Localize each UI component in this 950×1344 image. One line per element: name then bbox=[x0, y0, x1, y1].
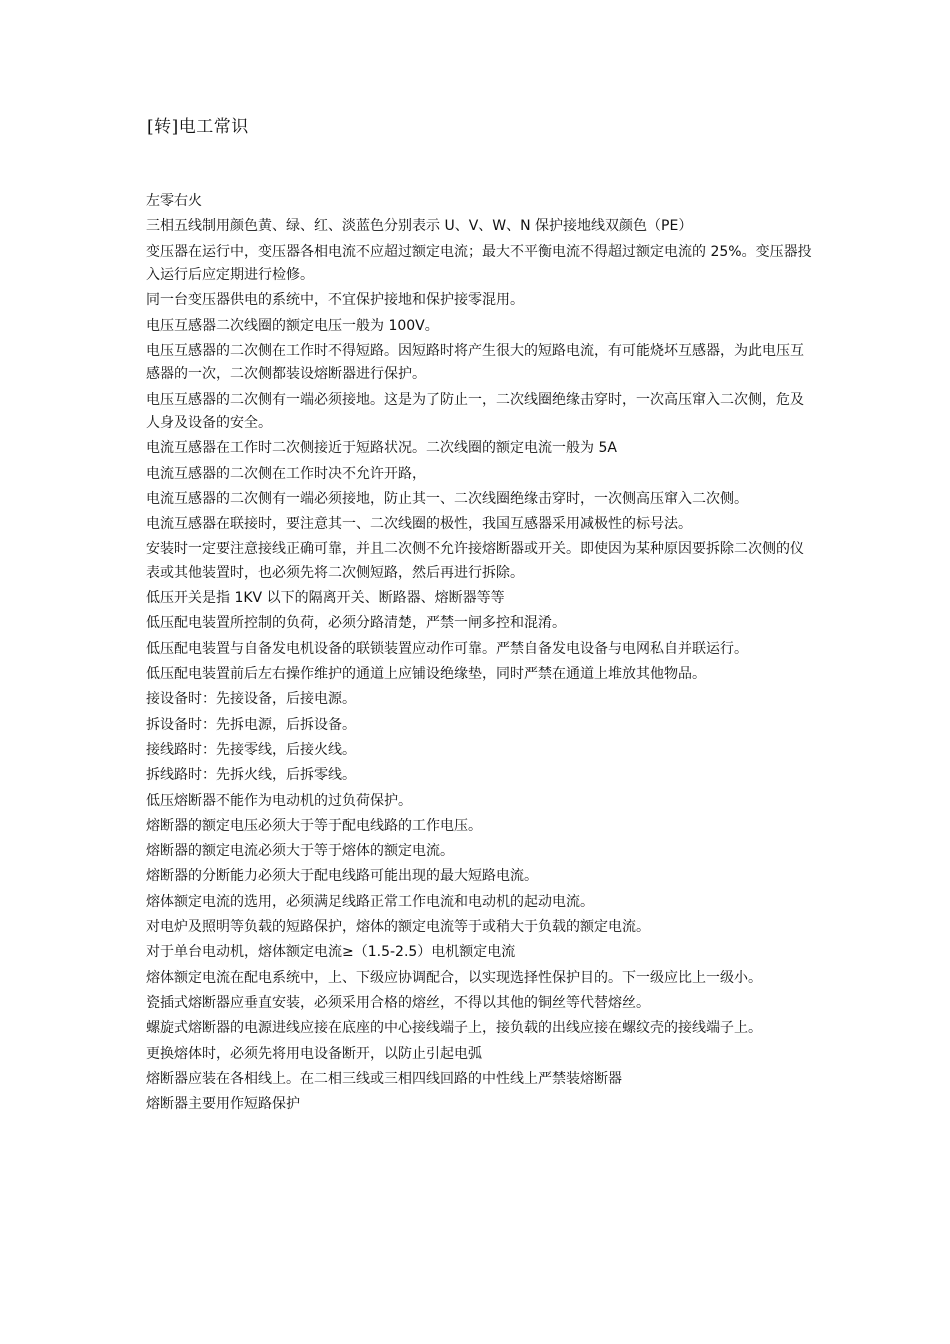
paragraph: 电压互感器的二次侧在工作时不得短路。因短路时将产生很大的短路电流，有可能烧坏互感器，为此电压互感器的一次，二次侧都装设熔断器进行保护。 bbox=[146, 342, 804, 383]
paragraph: 熔断器的额定电压必须大于等于配电线路的工作电压。 bbox=[146, 817, 482, 834]
paragraph: 熔断器主要用作短路保护 bbox=[146, 1096, 300, 1113]
paragraph: 电压互感器的二次侧有一端必须接地。这是为了防止一，二次线圈绝缘击穿时，一次高压窜入二次侧，危及人身及设备的安全。 bbox=[146, 391, 804, 431]
paragraph: 变压器在运行中，变压器各相电流不应超过额定电流；最大不平衡电流不得超过额定电流的 25%。变压器投入运行后应定期进行检修。 bbox=[146, 243, 812, 283]
document-body bbox=[146, 190, 814, 1118]
paragraph: 电流互感器在联接时，要注意其一、二次线圈的极性，我国互感器采用减极性的标号法。 bbox=[146, 516, 692, 533]
paragraph: 同一台变压器供电的系统中，不宜保护接地和保护接零混用。 bbox=[146, 292, 524, 309]
paragraph: 安装时一定要注意接线正确可靠，并且二次侧不允许接熔断器或开关。即使因为某种原因要拆除二次侧的仪表或其他装置时，也必须先将二次侧短路，然后再进行拆除。 bbox=[146, 541, 804, 581]
paragraph: 瓷插式熔断器应垂直安装，必须采用合格的熔丝，不得以其他的铜丝等代替熔丝。 bbox=[146, 994, 650, 1011]
document-title: [转]电工常识 bbox=[147, 117, 249, 137]
paragraph: 熔断器应装在各相线上。在二相三线或三相四线回路的中性线上严禁装熔断器 bbox=[146, 1070, 622, 1087]
paragraph: 对电炉及照明等负载的短路保护，熔体的额定电流等于或稍大于负载的额定电流。 bbox=[146, 919, 650, 936]
paragraph: 三相五线制用颜色黄、绿、红、淡蓝色分别表示 U、V、W、N 保护接地线双颜色（PE） bbox=[146, 218, 693, 235]
paragraph: 低压配电装置与自备发电机设备的联锁装置应动作可靠。严禁自备发电设备与电网私自并联运行。 bbox=[146, 640, 748, 657]
paragraph: 低压配电装置所控制的负荷，必须分路清楚，严禁一闸多控和混淆。 bbox=[146, 615, 566, 632]
paragraph: 熔体额定电流在配电系统中，上、下级应协调配合，以实现选择性保护目的。下一级应比上一级小。 bbox=[146, 969, 762, 986]
paragraph: 熔断器的分断能力必须大于配电线路可能出现的最大短路电流。 bbox=[146, 868, 538, 885]
paragraph: 接设备时：先接设备，后接电源。 bbox=[146, 691, 356, 708]
paragraph: 螺旋式熔断器的电源进线应接在底座的中心接线端子上，接负载的出线应接在螺纹壳的接线端子上。 bbox=[146, 1020, 762, 1037]
paragraph: 电压互感器二次线圈的额定电压一般为 100V。 bbox=[146, 317, 439, 334]
paragraph: 接线路时：先接零线，后接火线。 bbox=[146, 741, 356, 758]
paragraph: 左零右火 bbox=[146, 193, 202, 209]
paragraph: 低压熔断器不能作为电动机的过负荷保护。 bbox=[146, 792, 412, 809]
paragraph: 低压开关是指 1KV 以下的隔离开关、断路器、熔断器等等 bbox=[146, 590, 505, 607]
paragraph: 电流互感器的二次侧在工作时决不允许开路， bbox=[146, 465, 426, 482]
paragraph: 低压配电装置前后左右操作维护的通道上应铺设绝缘垫，同时严禁在通道上堆放其他物品。 bbox=[146, 666, 706, 683]
paragraph: 更换熔体时，必须先将用电设备断开，以防止引起电弧 bbox=[146, 1045, 482, 1062]
paragraph: 电流互感器的二次侧有一端必须接地，防止其一、二次线圈绝缘击穿时，一次侧高压窜入二次侧。 bbox=[146, 490, 748, 507]
paragraph: 对于单台电动机，熔体额定电流≥（1.5-2.5）电机额定电流 bbox=[146, 944, 516, 961]
paragraph: 熔体额定电流的选用，必须满足线路正常工作电流和电动机的起动电流。 bbox=[146, 893, 594, 910]
paragraph: 拆设备时：先拆电源，后拆设备。 bbox=[146, 716, 356, 733]
paragraph: 电流互感器在工作时二次侧接近于短路状况。二次线圈的额定电流一般为 5A bbox=[146, 440, 617, 457]
paragraph: 熔断器的额定电流必须大于等于熔体的额定电流。 bbox=[146, 843, 454, 860]
paragraph: 拆线路时：先拆火线，后拆零线。 bbox=[146, 767, 356, 784]
